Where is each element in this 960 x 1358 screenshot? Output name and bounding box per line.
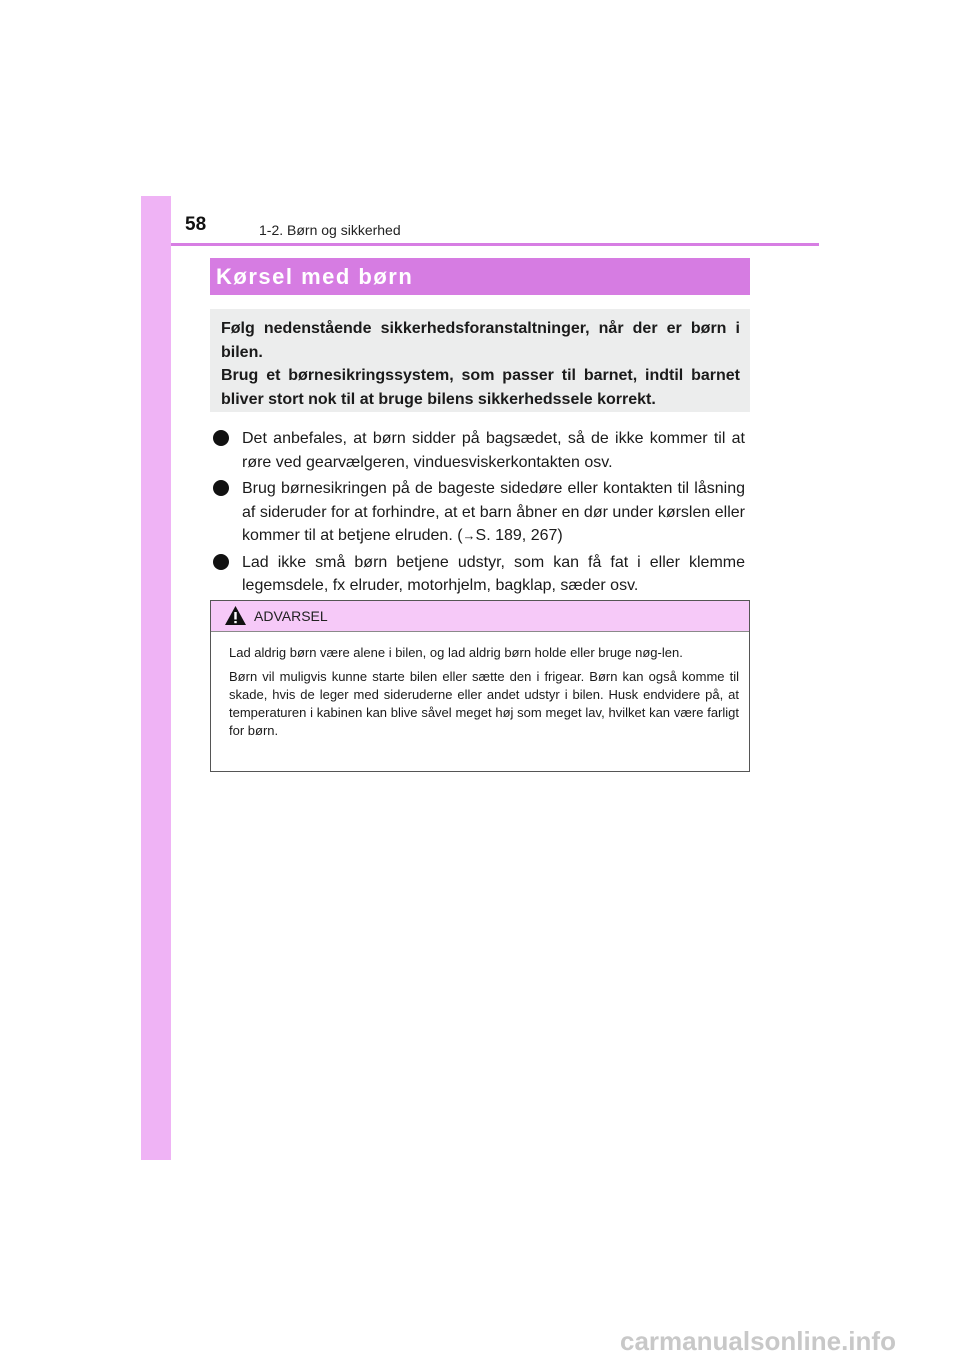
chapter-label: 1-2. Børn og sikkerhed [259,222,401,238]
warning-box [210,600,750,772]
intro-line-2: Brug et børnesikringssystem, som passer til barnet, indtil barnet bliver stort nok til at bruge bilens sikkerhedssele korrekt. [221,367,740,408]
side-color-strip [141,196,171,1160]
bullet-dot-icon [213,480,229,496]
list-item [213,427,745,474]
bullet-text: Det anbefales, at børn sidder på bagsædet, så de ikke kommer til at røre ved gearvælgeren, vinduesviskerkontakten osv. [242,430,745,471]
bullet-text: Lad ikke små børn betjene udstyr, som kan få fat i eller klemme legemsdele, fx elruder, motorhjelm, bagklap, sæder osv. [242,553,745,594]
bullet-text-with-reference [242,477,745,548]
bullet-dot-icon [213,430,229,446]
page-reference-link[interactable]: S. 189, 267) [475,527,563,544]
list-item [213,477,745,548]
warning-title: ADVARSEL [254,608,328,624]
intro-box [210,309,750,412]
intro-line-1: Følg nedenstående sikkerhedsforanstaltninger, når der er børn i bilen. [221,320,740,361]
warning-triangle-icon [224,605,247,626]
watermark: carmanualsonline.info [620,1326,896,1356]
warning-body [211,632,749,740]
header-divider [171,243,819,246]
bullet-text: Brug børnesikringen på de bageste sidedøre eller kontakten til låsning af sideruder for at forhindre, at et barn åbner en dør under kørslen eller kommer til at betjene elruden. ( [242,480,745,544]
warning-header [211,601,749,632]
warning-paragraph-1: Lad aldrig børn være alene i bilen, og lad aldrig børn holde eller bruge nøg-len. [229,645,683,660]
page-number: 58 [185,214,207,235]
arrow-right-icon: → [462,528,476,543]
warning-paragraph-2: Børn vil muligvis kunne starte bilen eller sætte den i frigear. Børn kan også komme til skade, hvis de leger med sideruderne eller andet udstyr i bilen. Husk endvidere på, at temperaturen i kabinen kan blive såvel meget høj som meget lav, hvilket kan være farligt for børn. [229,669,739,738]
bullet-list [213,427,745,601]
bullet-dot-icon [213,554,229,570]
list-item [213,551,745,598]
section-title: Kørsel med børn [210,258,750,295]
